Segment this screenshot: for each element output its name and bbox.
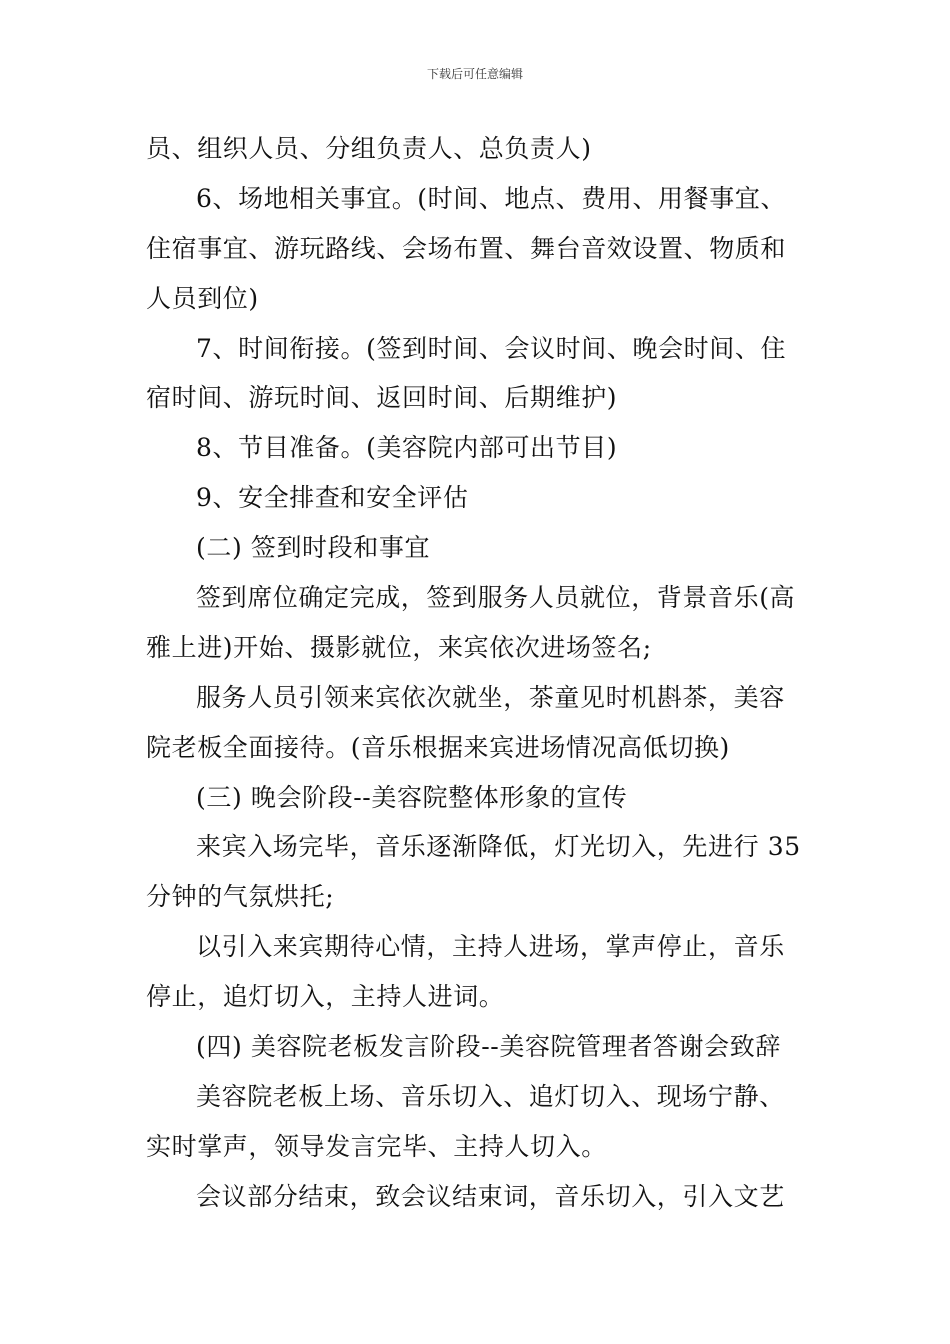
section-heading-4: (四) 美容院老板发言阶段--美容院管理者答谢会致辞 xyxy=(196,1032,781,1062)
text-line-20: 美容院老板上场、音乐切入、追灯切入、现场宁静、 xyxy=(196,1081,785,1111)
text-line-7: 8、节目准备。(美容院内部可出节目) xyxy=(196,433,618,463)
section-heading-2: (二) 签到时段和事宜 xyxy=(196,533,431,563)
text-line-1: 员、组织人员、分组负责人、总负责人) xyxy=(146,134,592,163)
text-line-4: 人员到位) xyxy=(146,283,259,313)
text-line-6: 宿时间、游玩时间、返回时间、后期维护) xyxy=(146,383,618,413)
text-line-22: 会议部分结束，致会议结束词，音乐切入，引入文艺 xyxy=(196,1181,785,1211)
text-line-10: 签到席位确定完成，签到服务人员就位，背景音乐(高 xyxy=(196,583,796,613)
document-body xyxy=(146,124,816,1222)
text-line-2: 6、场地相关事宜。(时间、地点、费用、用餐事宜、 xyxy=(196,183,787,213)
text-line-16: 分钟的气氛烘托; xyxy=(146,882,335,912)
text-line-17: 以引入来宾期待心情，主持人进场，掌声停止，音乐 xyxy=(196,932,785,962)
text-line-18: 停止，追灯切入，主持人进词。 xyxy=(146,982,505,1012)
text-line-13: 院老板全面接待。(音乐根据来宾进场情况高低切换) xyxy=(146,732,730,762)
section-heading-3: (三) 晚会阶段--美容院整体形象的宣传 xyxy=(196,782,628,812)
text-line-5: 7、时间衔接。(签到时间、会议时间、晚会时间、住 xyxy=(196,333,787,363)
text-line-12: 服务人员引领来宾依次就坐，茶童见时机斟茶，美容 xyxy=(196,682,785,712)
text-line-11: 雅上进)开始、摄影就位，来宾依次进场签名; xyxy=(146,632,652,662)
text-line-21: 实时掌声，领导发言完毕、主持人切入。 xyxy=(146,1131,607,1161)
text-line-3: 住宿事宜、游玩路线、会场布置、舞台音效设置、物质和 xyxy=(146,233,787,263)
page-header: 下载后可任意编辑 xyxy=(426,67,523,81)
text-line-15: 来宾入场完毕，音乐逐渐降低，灯光切入，先进行 35 xyxy=(196,832,801,862)
text-line-8: 9、安全排查和安全评估 xyxy=(196,483,469,513)
